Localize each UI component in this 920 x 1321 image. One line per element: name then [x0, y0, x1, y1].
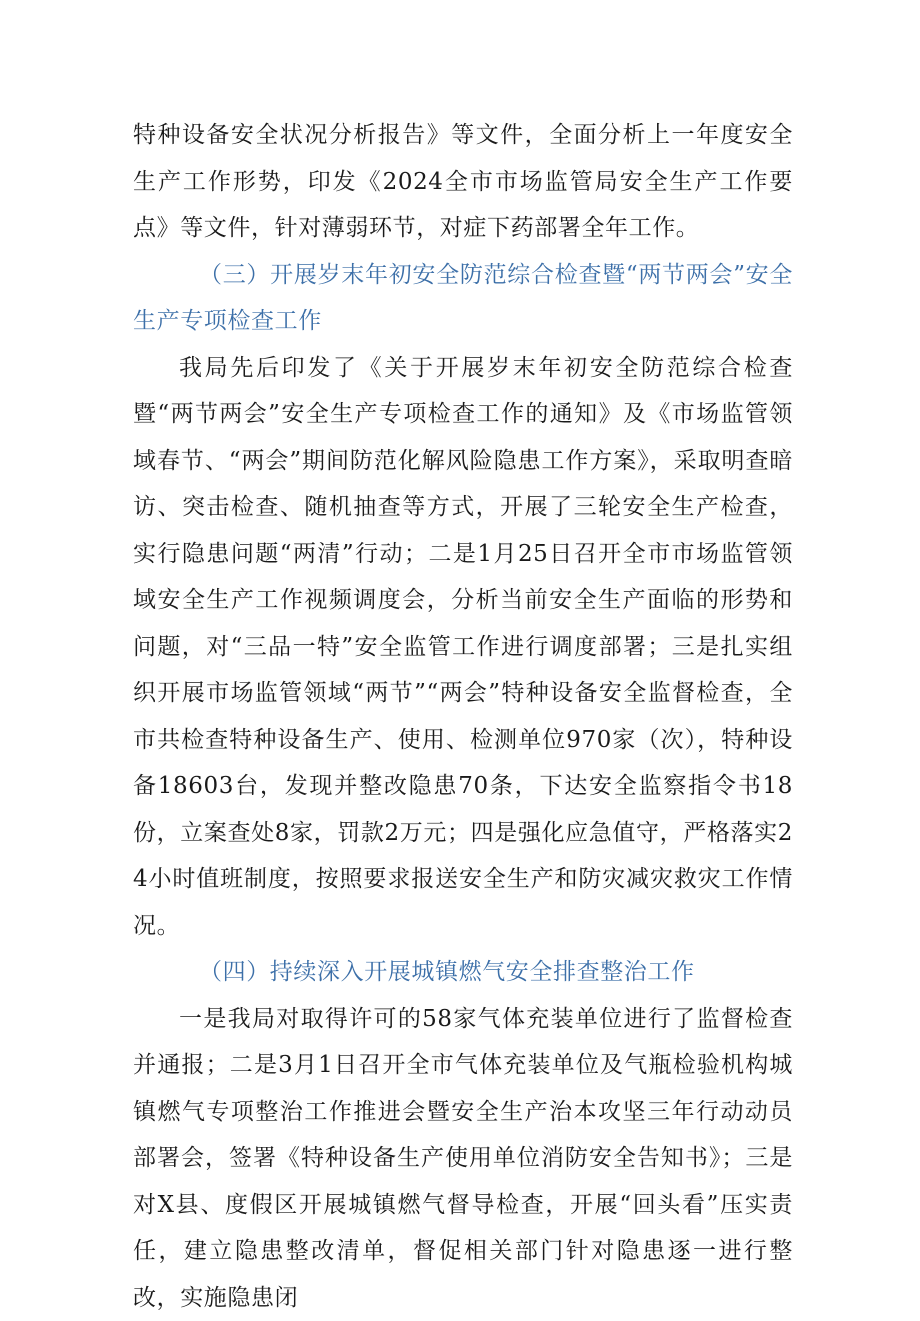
paragraph-year-end-inspection: 我局先后印发了《关于开展岁末年初安全防范综合检查暨“两节两会”安全生产专项检查工作的通知》及《市场监管领域春节、“两会”期间防范化解风险隐患工作方案》，采取明查暗访、突击检查、随机抽查等方式，开展了三轮安全生产检查，实行隐患问题“两清”行动；二是1月25日召开全市市场监管领域安全生产工作视频调度会，分析当前安全生产面临的形势和问题，对“三品一特”安全监管工作进行调度部署；三是扎实组织开展市场监管领域“两节”“两会”特种设备安全监督检查，全市共检查特种设备生产、使用、检测单位970家（次），特种设备18603台，发现并整改隐患70条，下达安全监察指令书18份，立案查处8家，罚款2万元；四是强化应急值守，严格落实24小时值班制度，按照要求报送安全生产和防灾减灾救灾工作情况。	[133, 345, 793, 950]
paragraph-continued-report-analysis: 特种设备安全状况分析报告》等文件，全面分析上一年度安全生产工作形势，印发《2024全市市场监管局安全生产工作要点》等文件，针对薄弱环节，对症下药部署全年工作。	[133, 112, 793, 252]
paragraph-gas-safety-rectification: 一是我局对取得许可的58家气体充装单位进行了监督检查并通报；二是3月1日召开全市气体充装单位及气瓶检验机构城镇燃气专项整治工作推进会暨安全生产治本攻坚三年行动动员部署会，签署《特种设备生产使用单位消防安全告知书》；三是对X县、度假区开展城镇燃气督导检查，开展“回头看”压实责任，建立隐患整改清单，督促相关部门针对隐患逐一进行整改，实施隐患闭	[133, 996, 793, 1321]
section-heading-3: （三）开展岁末年初安全防范综合检查暨“两节两会”安全生产专项检查工作	[133, 252, 793, 345]
section-heading-4: （四）持续深入开展城镇燃气安全排查整治工作	[133, 949, 793, 996]
document-body	[133, 112, 793, 1321]
